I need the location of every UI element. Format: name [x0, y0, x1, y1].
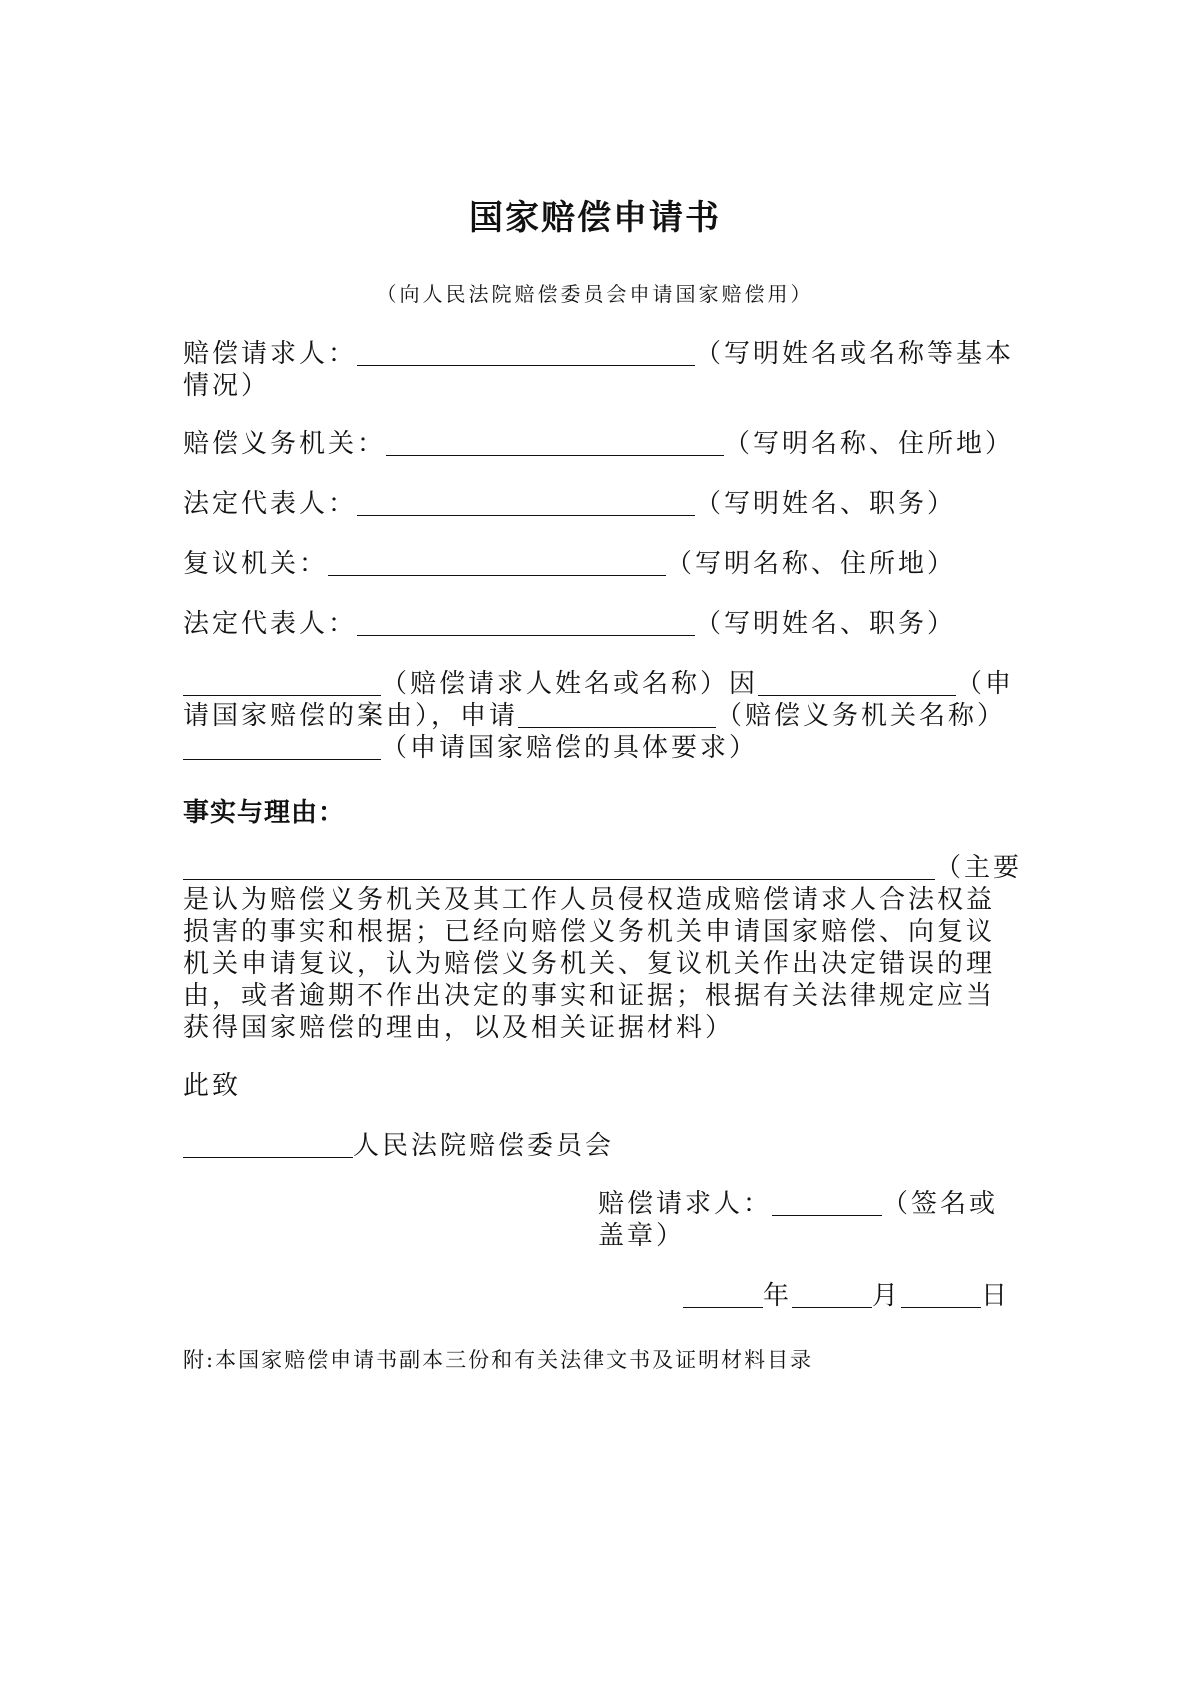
- request-text-2: （申请国家赔偿的案由），申请: [183, 669, 1015, 731]
- review-rep-hint: （写明姓名、职务）: [695, 609, 957, 639]
- claimant-blank[interactable]: [357, 339, 695, 366]
- claimant-label: 赔偿请求人：: [183, 339, 358, 369]
- obligor-rep-blank[interactable]: [357, 489, 695, 516]
- court-name-blank[interactable]: [183, 1131, 353, 1158]
- year-label: 年: [763, 1281, 793, 1311]
- signer-label: 赔偿请求人：: [598, 1189, 773, 1219]
- date-line: [683, 1280, 1023, 1312]
- obligor-line: [183, 428, 1023, 460]
- review-org-line: [183, 548, 1023, 580]
- document-title: 国家赔偿申请书: [469, 198, 721, 238]
- obligor-rep-hint: （写明姓名、职务）: [695, 489, 957, 519]
- signer-hint: （签名或盖章）: [598, 1189, 999, 1251]
- review-org-label: 复议机关：: [183, 549, 329, 579]
- obligor-label: 赔偿义务机关：: [183, 429, 387, 459]
- recipient-line: [183, 1130, 1023, 1162]
- claimant-name-blank[interactable]: [183, 669, 381, 696]
- request-paragraph: [183, 668, 1023, 764]
- signature-block: [598, 1188, 1023, 1252]
- facts-blank[interactable]: [183, 853, 935, 880]
- signature-blank[interactable]: [772, 1189, 882, 1216]
- document-subtitle: （向人民法院赔偿委员会申请国家赔偿用）: [376, 282, 814, 306]
- month-label: 月: [872, 1281, 902, 1311]
- review-rep-line: [183, 608, 1023, 640]
- salutation: 此致: [183, 1071, 242, 1101]
- obligor-blank[interactable]: [386, 429, 724, 456]
- facts-text: （主要是认为赔偿义务机关及其工作人员侵权造成赔偿请求人合法权益损害的事实和根据；已经向赔偿义务机关申请国家赔偿、向复议机关申请复议，认为赔偿义务机关、复议机关作出决定错误的理由，或者逾期不作出决定的事实和证据；根据有关法律规定应当获得国家赔偿的理由，以及相关证据材料）: [183, 853, 1023, 1043]
- attachment-note: 附:本国家赔偿申请书副本三份和有关法律文书及证明材料目录: [183, 1348, 814, 1372]
- request-text-3: （赔偿义务机关名称）: [716, 701, 1007, 731]
- obligor-rep-line: [183, 488, 1023, 520]
- case-cause-blank[interactable]: [758, 669, 956, 696]
- obligor-hint: （写明名称、住所地）: [724, 429, 1015, 459]
- request-text-4: （申请国家赔偿的具体要求）: [381, 733, 759, 763]
- claimant-line: [183, 338, 1023, 402]
- day-blank[interactable]: [901, 1281, 981, 1308]
- specific-request-blank[interactable]: [183, 733, 381, 760]
- request-text-1: （赔偿请求人姓名或名称）因: [381, 669, 759, 699]
- month-blank[interactable]: [792, 1281, 872, 1308]
- review-rep-label: 法定代表人：: [183, 609, 358, 639]
- review-org-hint: （写明名称、住所地）: [666, 549, 957, 579]
- facts-paragraph: [183, 852, 1023, 1044]
- obligor-rep-label: 法定代表人：: [183, 489, 358, 519]
- review-org-blank[interactable]: [328, 549, 666, 576]
- review-rep-blank[interactable]: [357, 609, 695, 636]
- year-blank[interactable]: [683, 1281, 763, 1308]
- day-label: 日: [981, 1281, 1011, 1311]
- obligor-name-blank[interactable]: [518, 701, 716, 728]
- facts-heading: 事实与理由：: [183, 798, 346, 828]
- claimant-hint: （写明姓名或名称等基本情况）: [183, 339, 1015, 401]
- recipient-text: 人民法院赔偿委员会: [353, 1131, 615, 1161]
